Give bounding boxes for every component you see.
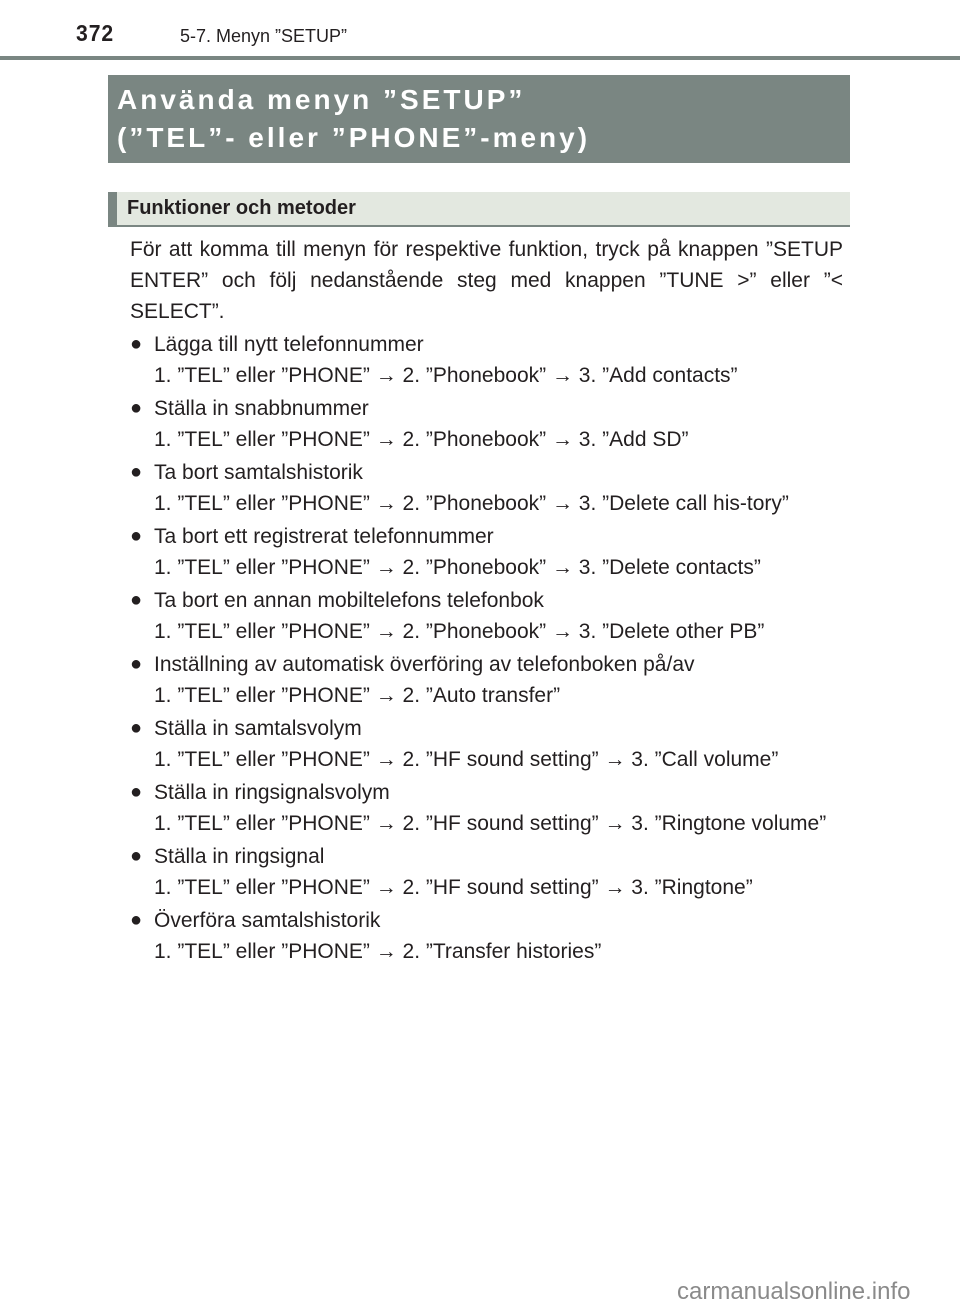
header-rule: [0, 56, 960, 60]
item-heading: Ta bort samtalshistorik: [154, 461, 363, 484]
item-steps: 1. ”TEL” eller ”PHONE” → 2. ”Auto transfer”: [154, 684, 561, 707]
bullet-icon: ●: [130, 845, 143, 867]
item-steps: 1. ”TEL” eller ”PHONE” → 2. ”HF sound setting” → 3. ”Ringtone”: [154, 876, 753, 899]
bullet-icon: ●: [130, 333, 143, 355]
content: [130, 234, 843, 967]
item-steps: 1. ”TEL” eller ”PHONE” → 2. ”Phonebook” → 3. ”Add SD”: [154, 428, 689, 451]
bullet-icon: ●: [130, 525, 143, 547]
item-steps: 1. ”TEL” eller ”PHONE” → 2. ”Phonebook” → 3. ”Add contacts”: [154, 364, 738, 387]
bullet-icon: ●: [130, 589, 143, 611]
item-heading: Ta bort en annan mobiltelefons telefonbok: [154, 589, 544, 612]
item-steps: 1. ”TEL” eller ”PHONE” → 2. ”Transfer histories”: [154, 940, 602, 963]
bullet-icon: ●: [130, 461, 143, 483]
list-item: [130, 329, 843, 391]
list-item: [130, 649, 843, 711]
item-heading: Överföra samtalshistorik: [154, 909, 381, 932]
item-heading: Ta bort ett registrerat telefonnummer: [154, 525, 494, 548]
list-item: [130, 777, 843, 839]
list-item: [130, 393, 843, 455]
item-heading: Inställning av automatisk överföring av telefonboken på/av: [154, 653, 695, 676]
item-steps: 1. ”TEL” eller ”PHONE” → 2. ”HF sound setting” → 3. ”Ringtone volume”: [154, 812, 827, 835]
item-steps: 1. ”TEL” eller ”PHONE” → 2. ”Phonebook” → 3. ”Delete contacts”: [154, 556, 761, 579]
list-item: [130, 713, 843, 775]
item-steps: 1. ”TEL” eller ”PHONE” → 2. ”HF sound setting” → 3. ”Call volume”: [154, 748, 779, 771]
bullet-icon: ●: [130, 781, 143, 803]
list-item: [130, 585, 843, 647]
list-item: [130, 841, 843, 903]
item-heading: Ställa in snabbnummer: [154, 397, 369, 420]
title-line-1: Använda menyn ”SETUP”: [117, 84, 526, 115]
item-steps: 1. ”TEL” eller ”PHONE” → 2. ”Phonebook” → 3. ”Delete call his-tory”: [154, 492, 789, 515]
page-number: 372: [76, 20, 115, 46]
item-heading: Ställa in samtalsvolym: [154, 717, 362, 740]
list-item: [130, 521, 843, 583]
intro-paragraph: För att komma till menyn för respektive funktion, tryck på knappen ”SETUP ENTER” och följ nedanstående steg med knappen ”TUNE >” eller ”< SELECT”.: [130, 238, 843, 323]
section-title: 5-7. Menyn ”SETUP”: [180, 26, 348, 46]
bullet-icon: ●: [130, 717, 143, 739]
item-heading: Ställa in ringsignalsvolym: [154, 781, 390, 804]
subheading: Funktioner och metoder: [108, 192, 850, 227]
item-heading: Lägga till nytt telefonnummer: [154, 333, 424, 356]
item-heading: Ställa in ringsignal: [154, 845, 325, 868]
bullet-icon: ●: [130, 653, 143, 675]
list-item: [130, 905, 843, 967]
watermark: carmanualsonline.info: [677, 1278, 911, 1305]
title-line-2: (”TEL”- eller ”PHONE”-meny): [117, 122, 591, 153]
bullet-icon: ●: [130, 909, 143, 931]
list-item: [130, 457, 843, 519]
item-steps: 1. ”TEL” eller ”PHONE” → 2. ”Phonebook” → 3. ”Delete other PB”: [154, 620, 765, 643]
bullet-icon: ●: [130, 397, 143, 419]
page-title: [108, 75, 850, 163]
